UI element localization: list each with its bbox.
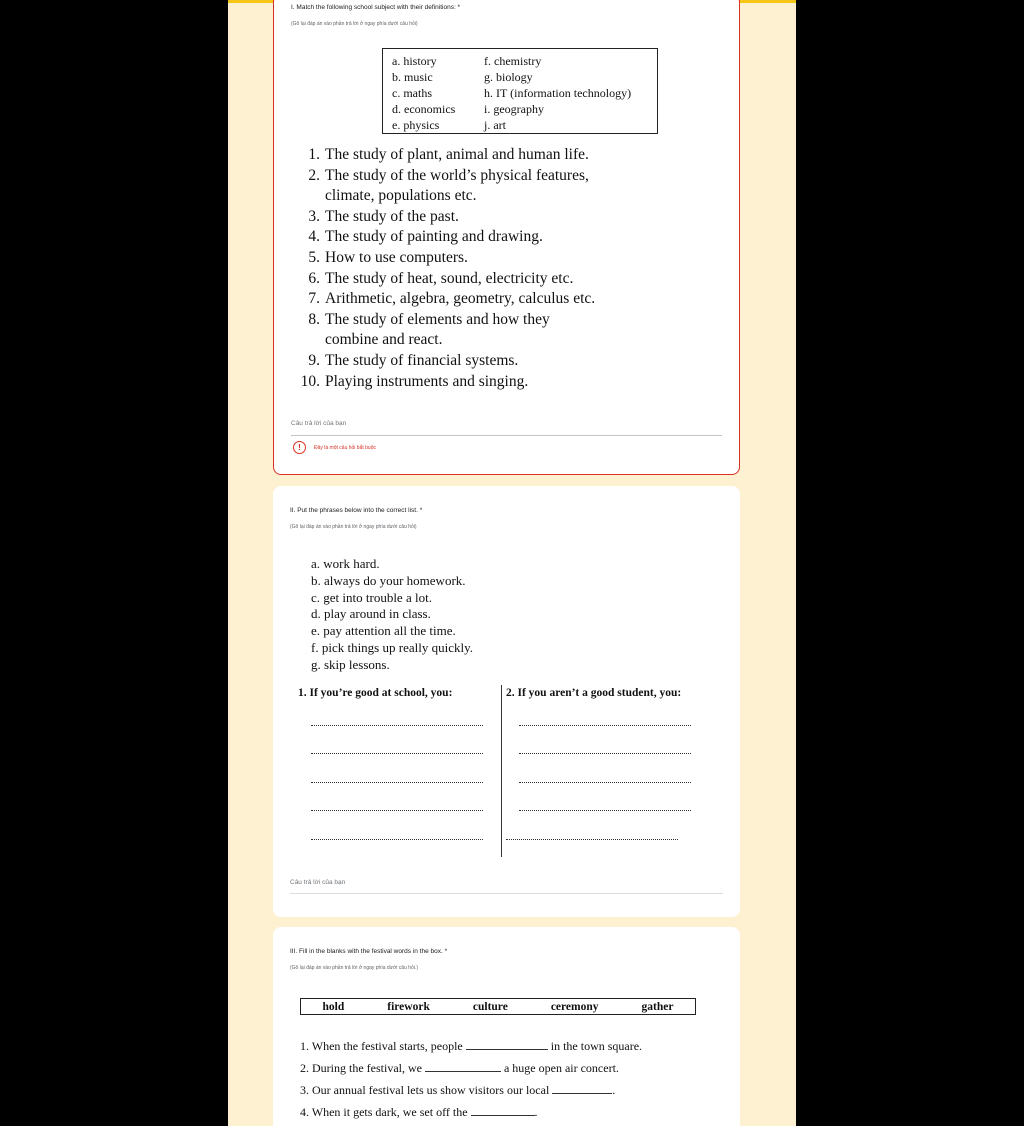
question-2-answer-input[interactable] [290,874,723,894]
required-error [293,441,376,454]
question-2-answer-placeholder: Câu trả lời của bạn [290,879,346,886]
blank-line [311,810,483,811]
phrases-list [311,556,473,674]
definition-row: 7. Arithmetic, algebra, geometry, calculus etc. [308,290,596,308]
word-item: culture [472,1000,508,1013]
phrase-item: e. pay attention all the time. [311,623,456,639]
definition-row: 3. The study of the past. [308,207,459,225]
subject-item: a. history [392,54,437,68]
question-card-2 [273,486,740,917]
subject-item: c. maths [392,86,432,100]
phrase-item: g. skip lessons. [311,656,390,672]
phrase-item: b. always do your homework. [311,572,466,588]
definition-row: 1. The study of plant, animal and human life. [308,146,589,163]
form-page [228,0,796,1126]
definition-row: combine and react. [325,331,443,349]
blank-line [519,753,691,754]
subject-item: e. physics [392,118,440,132]
blank-line [425,1061,501,1072]
error-message: Đây là một câu hỏi bắt buộc [314,444,376,451]
question-1-answer-input[interactable] [291,415,722,436]
subject-item: f. chemistry [484,54,542,68]
definition-row: 2. The study of the world’s physical features, [308,166,589,184]
definitions-list [294,145,654,392]
blank-line [506,839,678,840]
blank-line [519,810,691,811]
question-1-answer-placeholder: Câu trả lời của bạn [291,420,347,427]
blank-line [311,839,483,840]
question-card-1 [273,0,740,475]
definition-row: 10. Playing instruments and singing. [300,372,529,390]
definition-row: climate, populations etc. [325,187,477,205]
subject-item: h. IT (information technology) [484,86,632,100]
column-divider [501,685,502,857]
question-1-title: I. Match the following school subject with their definitions: * [291,4,461,11]
word-item: hold [322,1000,345,1013]
blank-line [311,782,483,783]
question-1-hint: (Gõ lại đáp án vào phần trả lời ở ngay phía dưới câu hỏi) [291,21,418,27]
subjects-right-column [484,53,631,133]
blank-line [519,782,691,783]
phrase-item: c. get into trouble a lot. [311,589,432,605]
subjects-left-column [392,53,455,133]
subject-item: i. geography [484,102,544,116]
sentence-item: 2. During the festival, we a huge open air concert. [300,1061,619,1075]
column-1-heading: 1. If you’re good at school, you: [298,687,453,699]
blank-line [519,725,691,726]
word-item: gather [641,1000,674,1013]
sentence-item: 1. When the festival starts, people in the town square. [300,1039,643,1053]
word-item: ceremony [550,1000,599,1013]
blank-line [471,1105,535,1116]
blank-line [552,1083,612,1094]
subject-item: d. economics [392,102,456,116]
definition-row: 6. The study of heat, sound, electricity etc. [308,269,574,287]
definition-row: 8. The study of elements and how they [308,310,550,328]
definition-row: 5. How to use computers. [308,248,468,266]
sentence-item: 4. When it gets dark, we set off the . [300,1105,538,1119]
blank-line [311,725,483,726]
fill-in-sentences [300,1035,720,1123]
blank-line [311,753,483,754]
festival-words-box [300,998,696,1015]
question-2-hint: (Gõ lại đáp án vào phần trả lời ở ngay phía dưới câu hỏi) [290,524,417,530]
phrase-item: d. play around in class. [311,606,431,622]
blank-line [466,1039,548,1050]
definition-row: 9. The study of financial systems. [308,351,519,369]
subjects-box [382,48,658,134]
question-3-hint: (Gõ lại đáp án vào phần trả lời ở ngay phía dưới câu hỏi.) [290,965,418,971]
definition-row: 4. The study of painting and drawing. [308,228,543,246]
subject-item: g. biology [484,70,533,84]
question-card-3 [273,927,740,1126]
question-2-title: II. Put the phrases below into the correct list. * [290,507,423,514]
phrase-item: a. work hard. [311,556,380,571]
word-item: firework [387,1000,430,1013]
phrase-item: f. pick things up really quickly. [311,639,473,655]
column-2-heading: 2. If you aren’t a good student, you: [506,687,682,699]
sentence-item: 3. Our annual festival lets us show visitors our local . [300,1083,616,1097]
question-3-title: III. Fill in the blanks with the festival words in the box. * [290,948,448,955]
two-column-lists [298,685,718,857]
subject-item: j. art [484,118,506,132]
subject-item: b. music [392,70,433,84]
error-icon: ! [293,441,306,454]
